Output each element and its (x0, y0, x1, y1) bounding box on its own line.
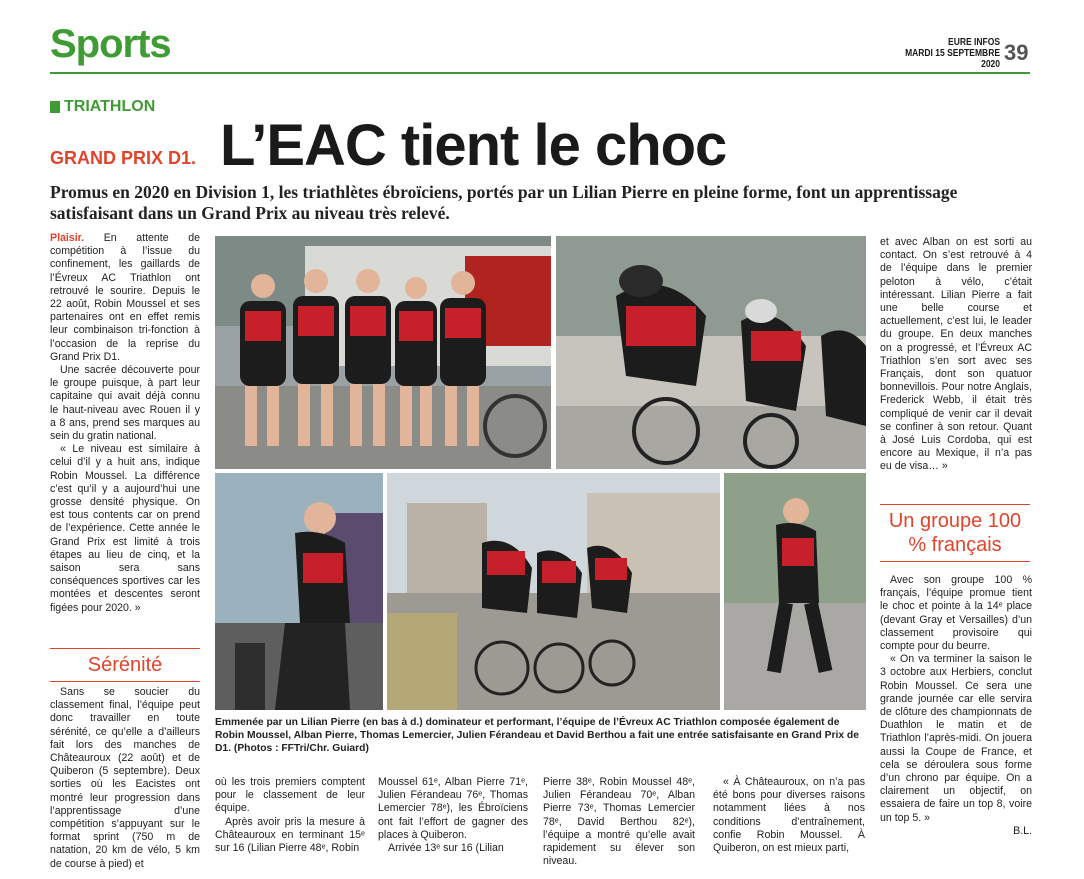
column-4-paragraph-1: Pierre 38ᵉ, Robin Moussel 48ᵉ, Julien Férandeau 70ᵉ, Alban Pierre 73ᵉ, Thomas Lemercier 78ᵉ, David Berthou 82ᵉ), l’équipe a montré qu’elle avait rapidement su élever son niveau. (543, 776, 695, 868)
column-3 (378, 776, 528, 855)
photo-peloton (387, 473, 720, 710)
column-1-paragraph-3: « Le niveau est similaire à celui d’il y a huit ans, indique Robin Moussel. La différence c’est qu’il y a aujourd’hui une grosse densité physique. On est tous contents car on prend de l’expérience. Cette année le Grand Prix est limité à trois étapes au lieu de cinq, et la saison sera sans conséquences sportives car les montées et descentes seront figées pour 2020. » (50, 443, 200, 614)
column-5 (713, 776, 865, 855)
lead-word: Plaisir. (50, 232, 85, 244)
column-6-paragraph-1: et avec Alban on est sorti au contact. On s’est retrouvé à 4 de l’équipe dans le premier peloton à vélo, c’était intéressant. Lilian Pierre a fait une belle course et actuellement, c’est lui, le leader du groupe. En deux manches on a progressé, et l’Évreux AC Triathlon s’en sort avec ses Français, dont son quatuor bonnevillois. Pour notre Anglais, Frederick Webb, il était très compliqué de venir car il devait se confiner à son retour. Quant à José Luis Cordoba, qui est encore au Mexique, il n’a pas eu de visa… » (880, 236, 1032, 473)
column-1-paragraph-1: Plaisir. En attente de compétition à l’issue du confinement, les gaillards de l’Évreux AC Triathlon ont retrouvé le sourire. Depuis le 22 août, Robin Moussel et ses partenaires ont en effet remis leur combinaison tri-fonction à l’occasion de la reprise du Grand Prix D1. (50, 232, 200, 363)
header-rule (50, 72, 1030, 74)
team-photo-graphic (215, 236, 551, 469)
column-6-continued (880, 574, 1032, 838)
column-4 (543, 776, 695, 868)
column-1-paragraph-2: Une sacrée découverte pour le groupe puisque, à part leur capitaine qui avait déjà connu le haut-niveau avec Rouen il y a 8 ans, prend ses marques au sein du gratin national. (50, 364, 200, 443)
photo-team-group (215, 236, 551, 469)
kicker (50, 98, 155, 116)
column-1 (50, 232, 200, 615)
column-1-paragraph-4: Sans se soucier du classement final, l’équipe peut donc travailler en toute sérénité, ce qu’elle a d’ailleurs fait lors des manches de Châteauroux (22 août) et de Quiberon (5 septembre). Deux sorties où les Eacistes ont montré leur progression dans l’apprentissage d’une compétition s’appuyant sur le format sprint (750 m de natation, 20 km de vélo, 5 km de course à pied) et (50, 686, 200, 870)
section-title: Sports (50, 22, 171, 66)
photo-cyclists-top (556, 236, 866, 469)
column-3-paragraph-1: Moussel 61ᵉ, Alban Pierre 71ᵉ, Julien Férandeau 76ᵉ, Thomas Lemercier 78ᵉ), les Ébroïciens ont fait l’effort de gagner des places à Quiberon. (378, 776, 528, 841)
masthead (890, 37, 1001, 70)
cyclists-top-graphic (556, 236, 866, 469)
subhead-groupe-francais: Un groupe 100 % français (880, 504, 1030, 562)
column-6-paragraph-2: Avec son groupe 100 % français, l’équipe promue tient le choc et pointe à la 14ᵉ place (devant Gray et Versailles) d’un classement provisoire qui compte pour du beurre. (880, 574, 1032, 653)
photo-caption: Emmenée par un Lilian Pierre (en bas à d.) dominateur et performant, l’équipe de l’Évreux AC Triathlon composée également de Robin Moussel, Alban Pierre, Thomas Lemercier, Julien Férandeau et David Berthou a fait une entrée satisfaisante en Grand Prix de D1. (Photos : FFTri/Chr. Guiard) (215, 717, 859, 754)
subhead-serenite: Sérénité (50, 648, 200, 682)
column-2-paragraph-1: où les trois premiers comptent pour le classement de leur équipe. (215, 776, 365, 815)
column-2 (215, 776, 365, 855)
lede: Promus en 2020 en Division 1, les triathlètes ébroïciens, portés par un Lilian Pierre en pleine forme, font un apprentissage satisfaisant dans un Grand Prix au niveau très relevé. (50, 182, 958, 223)
headline: L’EAC tient le choc (220, 113, 727, 178)
runner-finish-graphic (724, 473, 866, 710)
surtitle: GRAND PRIX D1. (50, 148, 197, 168)
kicker-label: TRIATHLON (64, 98, 156, 115)
peloton-graphic (387, 473, 720, 710)
runner-transition-graphic (215, 473, 383, 710)
column-2-paragraph-2: Après avoir pris la mesure à Châteauroux en terminant 15ᵉ sur 16 (Lilian Pierre 48ᵉ, Robin (215, 815, 365, 855)
kicker-square-icon (50, 101, 60, 113)
column-6-paragraph-3: « On va terminer la saison le 3 octobre aux Herbiers, conclut Robin Moussel. Ce sera une grande journée car elle servira de clôture des championnats de Duathlon le matin et de Triathlon l’après-midi. On jouera aussi la Coupe de France, et cela se déroulera sous forme d’un chrono par équipe. On a clairement un objectif, on essaiera de faire un top 8, voire un top 5. » (880, 653, 1032, 824)
masthead-publication: EURE INFOS (948, 37, 1000, 48)
column-5-paragraph-1: « À Châteauroux, on n’a pas été bons pour diverses raisons notamment liées à nos conditions d’entraînement, confie Robin Moussel. À Quiberon, on est mieux parti, (713, 776, 865, 855)
column-6 (880, 236, 1032, 474)
column-3-paragraph-2: Arrivée 13ᵉ sur 16 (Lilian (388, 842, 504, 855)
photo-runner-finish (724, 473, 866, 710)
photo-runner-transition (215, 473, 383, 710)
page-number: 39 (1004, 40, 1029, 65)
column-1-continued (50, 686, 200, 871)
masthead-date: MARDI 15 SEPTEMBRE 2020 (905, 48, 1000, 70)
author-signature: B.L. (1013, 824, 1032, 837)
